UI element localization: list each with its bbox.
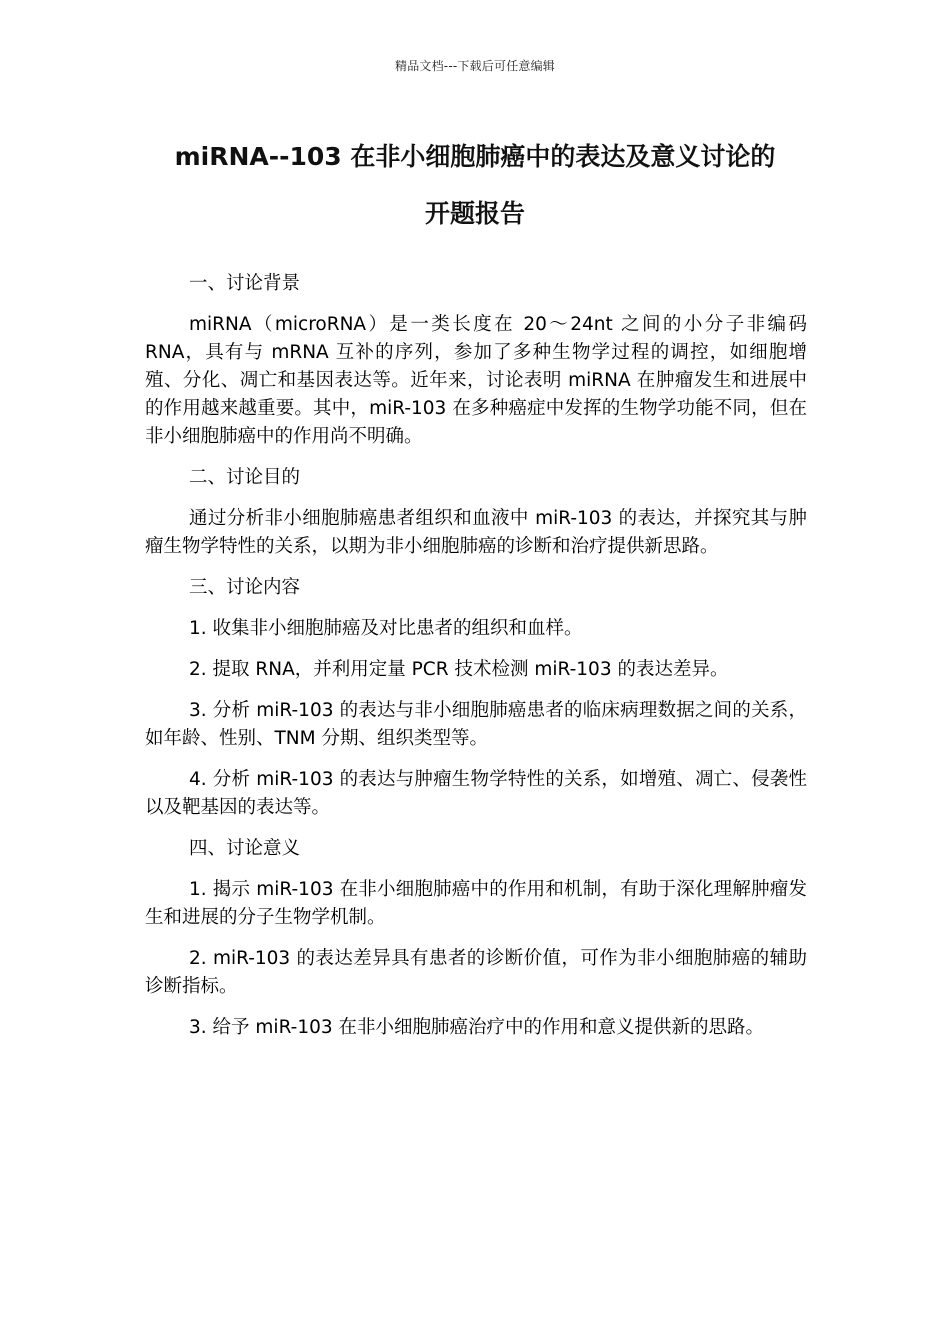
content-item-4: 4. 分析 miR-103 的表达与肿瘤生物学特性的关系，如增殖、凋亡、侵袭性以及靶基因的表达等。 xyxy=(145,769,807,818)
section-heading-purpose: 二、讨论目的 xyxy=(189,467,301,488)
significance-item-3: 3. 给予 miR-103 在非小细胞肺癌治疗中的作用和意义提供新的思路。 xyxy=(189,1017,765,1038)
section-heading-significance: 四、讨论意义 xyxy=(189,838,301,859)
content-item-1: 1. 收集非小细胞肺癌及对比患者的组织和血样。 xyxy=(189,618,583,639)
title-line-2: 开题报告 xyxy=(424,199,525,228)
background-paragraph: miRNA（microRNA）是一类长度在 20～24nt 之间的小分子非编码 RNA，具有与 mRNA 互补的序列，参加了多种生物学过程的调控，如细胞增殖、分化、凋亡和基因表达等。近年来，讨论表明 miRNA 在肿瘤发生和进展中的作用越来越重要。其中，miR-103 在多种癌症中发挥的生物学功能不同，但在非小细胞肺癌中的作用尚不明确。 xyxy=(145,314,807,447)
document-body xyxy=(145,270,807,1055)
page-header: 精品文档---下载后可任意编辑 xyxy=(395,59,555,73)
content-item-3: 3. 分析 miR-103 的表达与非小细胞肺癌患者的临床病理数据之间的关系，如年龄、性别、TNM 分期、组织类型等。 xyxy=(145,700,807,749)
document-title xyxy=(100,128,850,242)
significance-item-2: 2. miR-103 的表达差异具有患者的诊断价值，可作为非小细胞肺癌的辅助诊断指标。 xyxy=(145,948,807,997)
content-item-2: 2. 提取 RNA，并利用定量 PCR 技术检测 miR-103 的表达差异。 xyxy=(189,659,729,680)
section-heading-content: 三、讨论内容 xyxy=(189,577,301,598)
significance-item-1: 1. 揭示 miR-103 在非小细胞肺癌中的作用和机制，有助于深化理解肿瘤发生和进展的分子生物学机制。 xyxy=(145,879,807,928)
title-line-1: miRNA--103 在非小细胞肺癌中的表达及意义讨论的 xyxy=(174,142,776,171)
purpose-paragraph: 通过分析非小细胞肺癌患者组织和血液中 miR-103 的表达，并探究其与肿瘤生物学特性的关系，以期为非小细胞肺癌的诊断和治疗提供新思路。 xyxy=(145,508,807,557)
section-heading-background: 一、讨论背景 xyxy=(189,273,301,294)
